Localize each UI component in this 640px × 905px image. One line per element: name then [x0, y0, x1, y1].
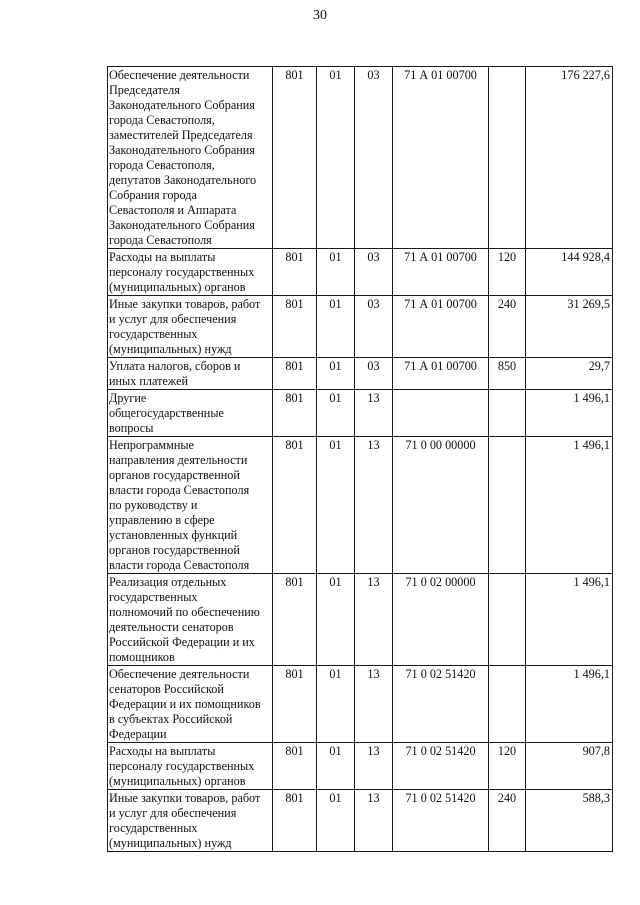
subsection-code: 13	[355, 743, 393, 790]
row-name: Обеспечение деятельности Председателя Законодательного Собрания города Севастополя, заместителей Председателя Законодательного Собрания города Севастополя, депутатов Законодательного Собрания города Севастополя и Аппарата Законодательного Собрания города Севастополя	[108, 67, 273, 249]
expense-type-code	[489, 67, 526, 249]
expense-type-code: 240	[489, 296, 526, 358]
expense-type-code: 240	[489, 790, 526, 852]
amount: 144 928,4	[526, 249, 613, 296]
expense-type-code	[489, 574, 526, 666]
target-item-code: 71 А 01 00700	[393, 296, 489, 358]
section-code: 01	[317, 790, 355, 852]
section-code: 01	[317, 67, 355, 249]
section-code: 01	[317, 666, 355, 743]
table-row	[108, 574, 613, 666]
target-item-code: 71 0 02 51420	[393, 790, 489, 852]
ministry-code: 801	[273, 67, 317, 249]
row-name: Обеспечение деятельности сенаторов Российской Федерации и их помощников в субъектах Российской Федерации	[108, 666, 273, 743]
table-row	[108, 67, 613, 249]
ministry-code: 801	[273, 296, 317, 358]
amount: 31 269,5	[526, 296, 613, 358]
expense-type-code: 850	[489, 358, 526, 390]
subsection-code: 13	[355, 437, 393, 574]
section-code: 01	[317, 437, 355, 574]
amount: 1 496,1	[526, 390, 613, 437]
ministry-code: 801	[273, 437, 317, 574]
budget-table	[107, 66, 613, 852]
amount: 1 496,1	[526, 666, 613, 743]
row-name: Непрограммные направления деятельности органов государственной власти города Севастополя по руководству и управлению в сфере установленных функций органов государственной власти города Севастополя	[108, 437, 273, 574]
amount: 907,8	[526, 743, 613, 790]
amount: 1 496,1	[526, 437, 613, 574]
amount: 588,3	[526, 790, 613, 852]
amount: 29,7	[526, 358, 613, 390]
row-name: Уплата налогов, сборов и иных платежей	[108, 358, 273, 390]
ministry-code: 801	[273, 249, 317, 296]
target-item-code: 71 А 01 00700	[393, 358, 489, 390]
row-name: Иные закупки товаров, работ и услуг для обеспечения государственных (муниципальных) нужд	[108, 296, 273, 358]
amount: 1 496,1	[526, 574, 613, 666]
section-code: 01	[317, 574, 355, 666]
subsection-code: 03	[355, 358, 393, 390]
target-item-code: 71 0 00 00000	[393, 437, 489, 574]
ministry-code: 801	[273, 358, 317, 390]
target-item-code: 71 0 02 51420	[393, 666, 489, 743]
table-row	[108, 296, 613, 358]
expense-type-code	[489, 390, 526, 437]
row-name: Другие общегосударственные вопросы	[108, 390, 273, 437]
row-name: Расходы на выплаты персоналу государственных (муниципальных) органов	[108, 249, 273, 296]
table-row	[108, 358, 613, 390]
ministry-code: 801	[273, 574, 317, 666]
page-number: 30	[313, 8, 327, 23]
amount: 176 227,6	[526, 67, 613, 249]
ministry-code: 801	[273, 790, 317, 852]
subsection-code: 13	[355, 790, 393, 852]
expense-type-code	[489, 666, 526, 743]
target-item-code	[393, 390, 489, 437]
target-item-code: 71 А 01 00700	[393, 67, 489, 249]
table-row	[108, 390, 613, 437]
section-code: 01	[317, 358, 355, 390]
target-item-code: 71 А 01 00700	[393, 249, 489, 296]
table-row	[108, 437, 613, 574]
row-name: Иные закупки товаров, работ и услуг для обеспечения государственных (муниципальных) нужд	[108, 790, 273, 852]
ministry-code: 801	[273, 666, 317, 743]
row-name: Расходы на выплаты персоналу государственных (муниципальных) органов	[108, 743, 273, 790]
section-code: 01	[317, 390, 355, 437]
subsection-code: 13	[355, 390, 393, 437]
table-row	[108, 666, 613, 743]
table-row	[108, 249, 613, 296]
ministry-code: 801	[273, 390, 317, 437]
subsection-code: 03	[355, 249, 393, 296]
expense-type-code	[489, 437, 526, 574]
section-code: 01	[317, 743, 355, 790]
table-row	[108, 743, 613, 790]
subsection-code: 13	[355, 574, 393, 666]
expense-type-code: 120	[489, 743, 526, 790]
table-row	[108, 790, 613, 852]
ministry-code: 801	[273, 743, 317, 790]
row-name: Реализация отдельных государственных полномочий по обеспечению деятельности сенаторов Российской Федерации и их помощников	[108, 574, 273, 666]
expense-type-code: 120	[489, 249, 526, 296]
target-item-code: 71 0 02 51420	[393, 743, 489, 790]
section-code: 01	[317, 249, 355, 296]
target-item-code: 71 0 02 00000	[393, 574, 489, 666]
subsection-code: 03	[355, 67, 393, 249]
subsection-code: 03	[355, 296, 393, 358]
section-code: 01	[317, 296, 355, 358]
subsection-code: 13	[355, 666, 393, 743]
